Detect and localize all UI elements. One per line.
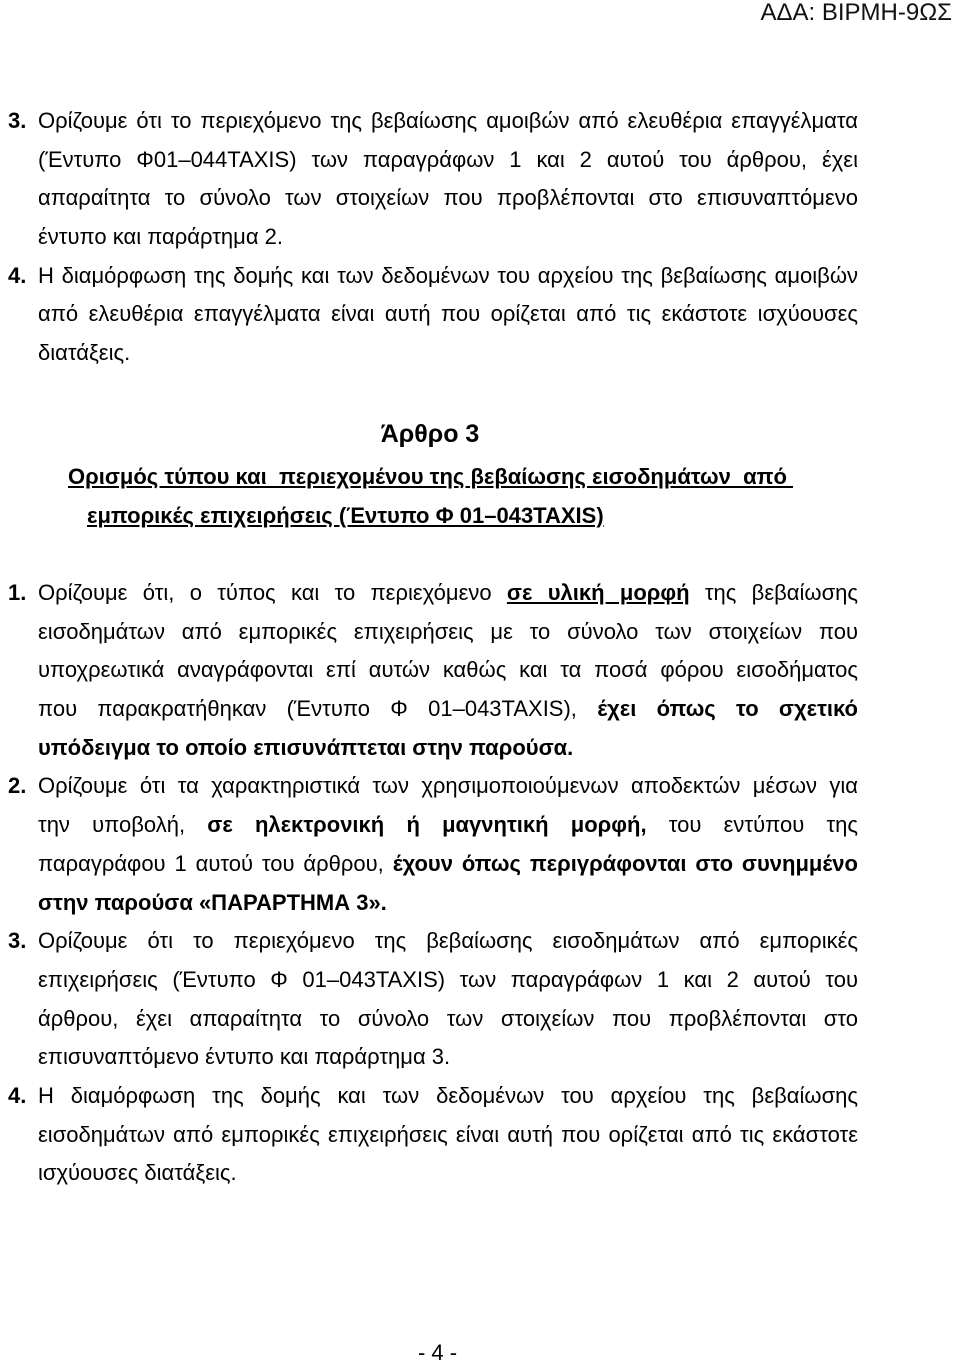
text-line: εισοδημάτων από εμπορικές επιχειρήσεις με το σύνολο των στοιχείων που [38,618,858,644]
bold-text: έχει όπως το σχετικό [597,696,858,722]
paragraph-3 [0,922,960,1077]
text-line [38,574,858,613]
paragraph-number: 2. [8,773,27,799]
text-line: από ελευθέρια επαγγέλματα είναι αυτή που ορίζεται από τις εκάστοτε ισχύουσες [38,301,858,327]
text-line: εισοδημάτων από εμπορικές επιχειρήσεις είναι αυτή που ορίζεται από τις εκάστοτε [38,1121,858,1147]
bold-text: σε ηλεκτρονική ή μαγνητική μορφή, [207,812,647,838]
text-line: Η διαμόρφωση της δομής και των δεδομένων του αρχείου της βεβαίωσης αμοιβών [38,262,858,288]
paragraph-number: 3. [8,108,27,133]
text-line: υποχρεωτικά αναγράφονται επί αυτών καθώς και τα ποσά φόρου εισοδήματος [38,657,858,683]
article-heading: Άρθρο 3 [380,420,480,448]
text-line: άρθρου, έχει απαραίτητα το σύνολο των στοιχείων που προβλέπονται στο [38,1005,858,1031]
paragraph-number: 4. [8,1082,27,1108]
text-segment: που παρακρατήθηκαν (Έντυπο Φ 01–043TAXIS), [38,696,598,722]
bold-text: έχουν όπως περιγράφονται στο συνημμένο [392,850,858,876]
text-line: επισυναπτόμενο έντυπο και παράρτημα 3. [38,1044,451,1070]
text-segment: την υποβολή, [38,812,208,838]
text-line: Η διαμόρφωση της δομής και των δεδομένων του αρχείου της βεβαίωσης [38,1082,858,1108]
paragraph-2 [0,767,960,922]
article-subtitle-line [0,497,960,536]
article-subtitle-text: Ορισμός τύπου και περιεχομένου της βεβαίωσης εισοδημάτων από [68,464,794,489]
text-line: Ορίζουμε ότι τα χαρακτηριστικά των χρησιμοποιούμενων αποδεκτών μέσων για [38,773,858,799]
paragraph-4 [0,1077,960,1193]
text-line [38,806,858,845]
text-segment: παραγράφου 1 αυτού του άρθρου, [38,850,393,876]
text-line: διατάξεις. [38,340,131,366]
bold-underlined-text: σε υλική μορφή [506,580,690,605]
paragraph-4 [0,257,960,373]
article-subtitle [0,458,960,535]
article-3-body [0,574,960,1193]
text-line: (Έντυπο Φ01–044TAXIS) των παραγράφων 1 και 2 αυτού του άρθρου, έχει [38,146,858,172]
article-subtitle-text: εμπορικές επιχειρήσεις (Έντυπο Φ 01–043TAXIS) [87,502,604,528]
previous-article-tail [0,102,960,373]
bold-text-line: υπόδειγμα το οποίο επισυνάπτεται στην παρούσα. [38,734,574,760]
text-line: Ορίζουμε ότι το περιεχόμενο της βεβαίωσης εισοδημάτων από εμπορικές [38,928,858,954]
text-segment: Ορίζουμε ότι, ο τύπος και το περιεχόμενο [38,580,507,605]
text-line [38,690,858,729]
ada-identifier: ΑΔΑ: ΒΙΡΜΗ-9ΩΣ [760,0,952,26]
paragraph-number: 4. [8,262,27,288]
text-segment: του εντύπου της [646,812,858,838]
article-subtitle-line [0,458,960,497]
text-segment: της βεβαίωσης [689,580,859,605]
paragraph-number: 1. [8,580,27,605]
text-line: Ορίζουμε ότι το περιεχόμενο της βεβαίωσης αμοιβών από ελευθέρια επαγγέλματα [38,108,858,133]
paragraph-number: 3. [8,928,27,954]
text-line: απαραίτητα το σύνολο των στοιχείων που προβλέπονται στο επισυναπτόμενο [38,185,858,211]
text-line: ισχύουσες διατάξεις. [38,1160,237,1186]
text-line: επιχειρήσεις (Έντυπο Φ 01–043TAXIS) των παραγράφων 1 και 2 αυτού του [38,966,858,992]
text-line: έντυπο και παράρτημα 2. [38,224,283,250]
page-number: - 4 - [417,1340,458,1363]
bold-text-line: στην παρούσα «ΠΑΡΑΡΤΗΜΑ 3». [38,889,387,915]
text-line [38,845,858,884]
paragraph-1 [0,574,960,767]
paragraph-3 [0,102,960,257]
